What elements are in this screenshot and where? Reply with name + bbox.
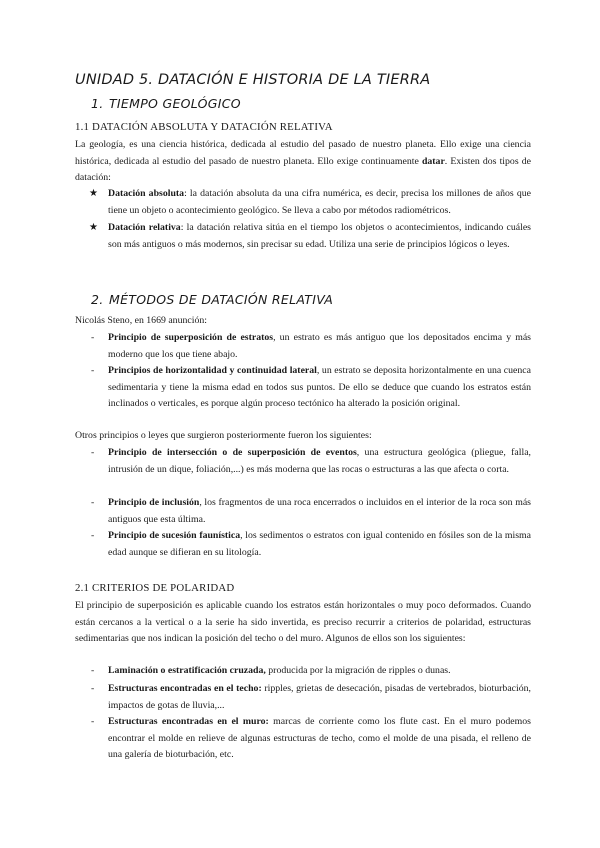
list-item — [91, 714, 531, 764]
dash-marker: - — [91, 365, 95, 376]
star-icon: ★ — [89, 222, 98, 233]
dash-marker: - — [91, 716, 95, 727]
dash-marker: - — [91, 447, 95, 458]
item-text: : la datación relativa sitúa en el tiempo los objetos o acontecimientos, indicando cuáles son más antiguos o más modernos, sin precisar su edad. Utiliza una serie de principios lógicos o leyes. — [108, 222, 531, 250]
intro-bold: datar — [421, 155, 445, 167]
polarity-paragraph: El principio de superposición es aplicable cuando los estratos están horizontales o muy poco deformados. Cuando están cercanos a la vertical o a la serie ha sido invertida, es preciso recurrir a criterios de polaridad, estructuras sedimentarias que nos indican la posición del techo o del muro. Algunos de ellos son los siguientes: — [75, 600, 531, 645]
list-item — [91, 528, 531, 561]
subsection-1-1-heading: 1.1 DATACIÓN ABSOLUTA Y DATACIÓN RELATIVA — [75, 121, 333, 133]
dash-marker: - — [91, 683, 95, 694]
star-icon: ★ — [89, 188, 98, 199]
dash-marker: - — [91, 530, 95, 541]
list-item — [89, 186, 531, 219]
intro-paragraph — [75, 137, 531, 187]
other-principles-intro: Otros principios o leyes que surgieron posteriormente fueron los siguientes: — [75, 430, 372, 441]
item-text: , un estrato se deposita horizontalmente en una cuenca sedimentaria y tiene la misma edad en todos sus puntos. De ello se deduce que cuando los estratos están inclinados o verticales, es porque algún proceso tectónico ha alterado la posición original. — [108, 365, 531, 410]
item-text: , los fragmentos de una roca encerrados o incluidos en el interior de la roca son más antiguos que esta última. — [108, 497, 531, 525]
subsection-2-1-heading: 2.1 CRITERIOS DE POLARIDAD — [75, 582, 235, 594]
dash-marker: - — [91, 497, 95, 508]
item-bold: Estructuras encontradas en el muro: — [108, 716, 269, 727]
item-bold: Principio de superposición de estratos — [108, 332, 274, 343]
list-item — [91, 681, 531, 714]
item-text: ripples, grietas de desecación, pisadas de vertebrados, bioturbación, impactos de gotas de lluvia,... — [108, 683, 531, 711]
document-title: UNIDAD 5. DATACIÓN E HISTORIA DE LA TIERRA — [75, 72, 431, 88]
item-text: , los sedimentos o estratos con igual contenido en fósiles son de la misma edad aunque se difieran en su litología. — [108, 530, 531, 558]
list-item — [91, 330, 531, 363]
dash-marker: - — [91, 665, 95, 676]
item-bold: Datación relativa — [108, 222, 181, 233]
intro-text: La geología, es una ciencia histórica, dedicada al estudio del pasado de nuestro planeta. Ello exige una ciencia histórica, dedicada al estudio del pasado de nuestro planeta. Ello exige continuamente — [75, 139, 531, 167]
item-bold: Principio de inclusión — [108, 497, 200, 508]
list-item — [91, 363, 531, 413]
item-bold: Datación absoluta — [108, 188, 185, 199]
section-1-heading — [91, 96, 241, 111]
item-bold: Principio de intersección o de superposición de eventos — [108, 447, 357, 458]
section-2-title: MÉTODOS DE DATACIÓN RELATIVA — [109, 292, 334, 307]
section-2-number: 2. — [91, 292, 104, 307]
item-text: producida por la migración de ripples o dunas. — [265, 665, 451, 676]
item-text: marcas de corriente como los flute cast. En el muro podemos encontrar el molde en relieve de algunas estructuras de techo, como el molde de una pisada, el relleno de una galería de bioturbación, etc. — [108, 716, 531, 761]
steno-intro: Nicolás Steno, en 1669 anunción: — [75, 315, 207, 326]
item-text: , una estructura geológica (pliegue, falla, intrusión de un dique, foliación,...) es más moderna que las rocas o estructuras a las que afecta o corta. — [108, 447, 531, 475]
item-bold: Laminación o estratificación cruzada, — [108, 665, 266, 676]
list-item — [91, 495, 531, 528]
section-1-number: 1. — [91, 96, 104, 111]
section-1-title: TIEMPO GEOLÓGICO — [109, 96, 241, 111]
section-2-heading — [91, 292, 333, 307]
list-item — [91, 445, 531, 478]
dash-marker: - — [91, 332, 95, 343]
list-item — [91, 663, 531, 680]
item-bold: Principios de horizontalidad y continuidad lateral — [108, 365, 317, 376]
item-text: : la datación absoluta da una cifra numérica, es decir, precisa los millones de años que tiene un objeto o acontecimiento geológico. Se lleva a cabo por métodos radiométricos. — [108, 188, 531, 216]
item-bold: Principio de sucesión faunística — [108, 530, 241, 541]
intro-end: . Existen dos tipos de datación: — [75, 155, 531, 184]
item-text: , un estrato es más antiguo que los depositados encima y más moderno que los que tiene abajo. — [108, 332, 531, 360]
list-item — [89, 220, 531, 253]
item-bold: Estructuras encontradas en el techo: — [108, 683, 262, 694]
